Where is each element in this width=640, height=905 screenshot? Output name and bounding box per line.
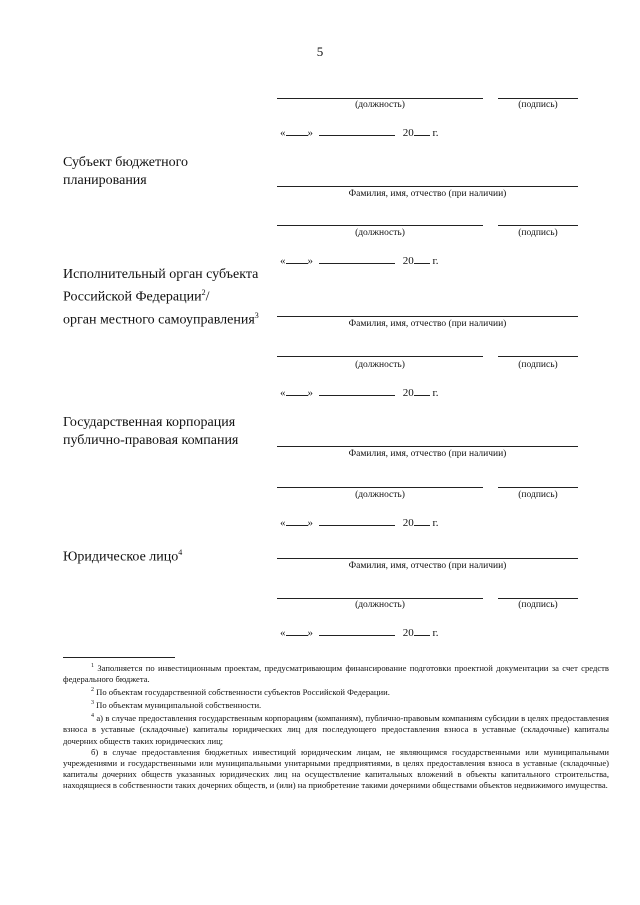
full-name-line	[277, 446, 578, 447]
position-line	[277, 98, 483, 99]
full-name-caption: Фамилия, имя, отчество (при наличии)	[348, 319, 507, 329]
footnote: б) в случае предоставления бюджетных инвестиций юридическим лицам, не являющимся государственными или муниципальными учреждениями и государственными или муниципальными унитарными предприятиями, в целях предоставления взноса в уставные (складочные) капиталы дочерних обществ указанных юридических лиц на осуществление капитальных вложений в объекты капитального строительства, находящиеся в собственности таких дочерних обществ, и (или) на приобретение такими дочерними обществами объектов недвижимого имущества.	[63, 746, 609, 791]
date-line: « » 20 г.	[280, 517, 439, 529]
signature-line	[498, 356, 578, 357]
full-name-caption: Фамилия, имя, отчество (при наличии)	[348, 189, 507, 199]
position-caption: (должность)	[355, 600, 405, 610]
subject-title: Субъект бюджетного планирования	[63, 155, 188, 188]
footnote: $^1$ Заполняется по инвестиционным проектам, предусматривающим финансирование подготовки проектной документации за счет средств федерального бюджета.	[63, 662, 609, 685]
signature-line	[498, 98, 578, 99]
signature-caption: (подпись)	[518, 360, 558, 370]
position-line	[277, 356, 483, 357]
signature-caption: (подпись)	[518, 100, 558, 110]
page-number: 5	[316, 44, 324, 59]
full-name-line	[277, 558, 578, 559]
subject-title: Исполнительный орган субъекта Российской Федерации$^2$/ орган местного самоуправления$^3$	[63, 267, 259, 328]
position-line	[277, 487, 483, 488]
position-line	[277, 225, 483, 226]
signature-caption: (подпись)	[518, 600, 558, 610]
subject-title: Юридическое лицо$^4$	[63, 548, 183, 565]
signature-line	[498, 487, 578, 488]
footnote: $^2$ По объектам государственной собственности субъектов Российской Федерации.	[91, 687, 390, 698]
footnote: $^4$ а) в случае предоставления государственным корпорациям (компаниям), публично-правовым компаниям субсидии в целях предоставления взноса в уставные (складочные) капиталы юридических лиц для последующего предоставления взноса в уставные (складочные) капиталы дочерних обществ таких юридических лиц;	[63, 713, 609, 746]
date-line: « » 20 г.	[280, 255, 439, 267]
subject-title: Государственная корпорация публично-правовая компания	[63, 415, 239, 448]
signature-line	[498, 598, 578, 599]
footnote-separator	[63, 657, 175, 658]
position-caption: (должность)	[355, 228, 405, 238]
date-line: « » 20 г.	[280, 127, 439, 139]
date-line: « » 20 г.	[280, 387, 439, 399]
full-name-caption: Фамилия, имя, отчество (при наличии)	[348, 449, 507, 459]
signature-caption: (подпись)	[518, 228, 558, 238]
footnotes	[63, 661, 609, 792]
full-name-line	[277, 316, 578, 317]
position-line	[277, 598, 483, 599]
full-name-line	[277, 186, 578, 187]
date-line: « » 20 г.	[280, 627, 439, 639]
footnote: $^3$ По объектам муниципальной собственности.	[91, 700, 262, 711]
position-caption: (должность)	[355, 490, 405, 500]
position-caption: (должность)	[355, 100, 405, 110]
signature-line	[498, 225, 578, 226]
signature-caption: (подпись)	[518, 490, 558, 500]
position-caption: (должность)	[355, 360, 405, 370]
full-name-caption: Фамилия, имя, отчество (при наличии)	[348, 561, 507, 571]
